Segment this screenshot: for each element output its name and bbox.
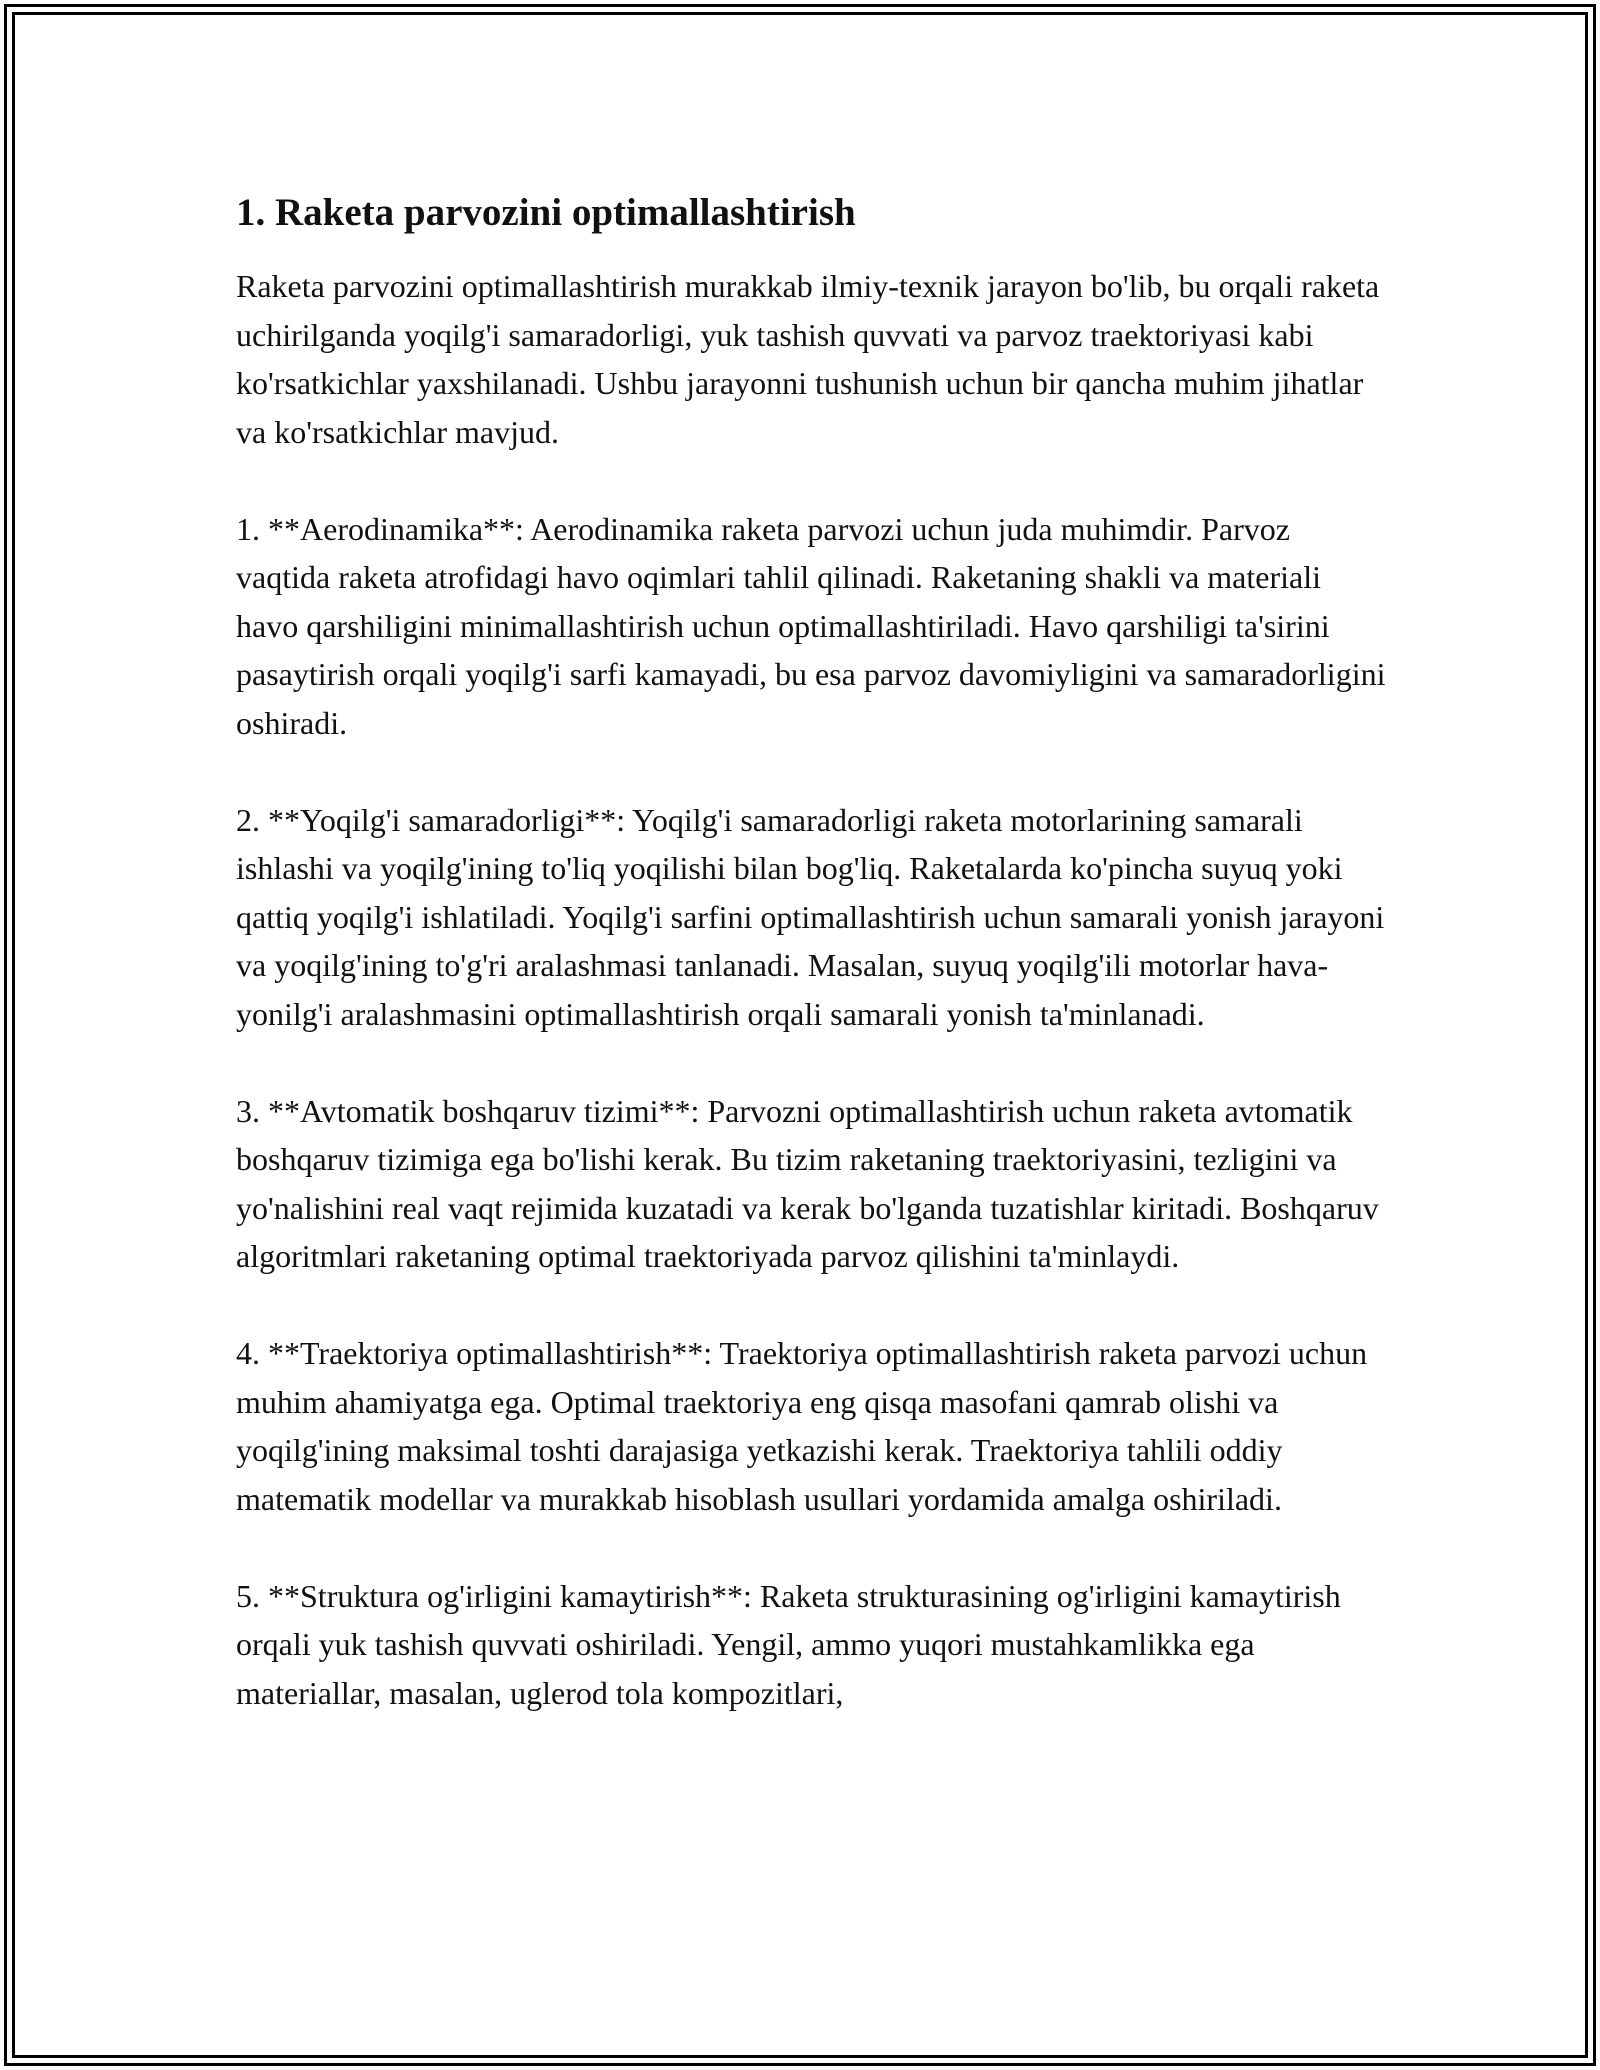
- structure-weight-paragraph: 5. **Struktura og'irligini kamaytirish**: Raketa strukturasining og'irligini kamaytirish orqali yuk tashish quvvati oshiriladi. Yengil, ammo yuqori mustahkamlikka ega materiallar, masalan, uglerod tola kompozitlari,: [236, 1577, 1341, 1711]
- fuel-efficiency-paragraph: 2. **Yoqilg'i samaradorligi**: Yoqilg'i samaradorligi raketa motorlarining samarali ishlashi va yoqilg'ining to'liq yoqilishi bilan bog'liq. Raketalarda ko'pincha suyuq yoki qattiq yoqilg'i ishlatiladi. Yoqilg'i sarfini optimallashtirish uchun samarali yonish jarayoni va yoqilg'ining to'g'ri aralashmasi tanlanadi. Masalan, suyuq yoqilg'ili motorlar hava-yonilg'i aralashmasini optimallashtirish orqali samarali yonish ta'minlanadi.: [236, 801, 1385, 1032]
- document-body: [236, 186, 1386, 1717]
- intro-paragraph: Raketa parvozini optimallashtirish murakkab ilmiy-texnik jarayon bo'lib, bu orqali raketa uchirilganda yoqilg'i samaradorligi, yuk tashish quvvati va parvoz traektoriyasi kabi ko'rsatkichlar yaxshilanadi. Ushbu jarayonni tushunish uchun bir qancha muhim jihatlar va ko'rsatkichlar mavjud.: [236, 268, 1380, 450]
- control-system-paragraph: 3. **Avtomatik boshqaruv tizimi**: Parvozni optimallashtirish uchun raketa avtomatik boshqaruv tizimiga ega bo'lishi kerak. Bu tizim raketaning traektoriyasini, tezligini va yo'nalishini real vaqt rejimida kuzatadi va kerak bo'lganda tuzatishlar kiritadi. Boshqaruv algoritmlari raketaning optimal traektoriyada parvoz qilishini ta'minlaydi.: [236, 1092, 1379, 1274]
- document-title: 1. Raketa parvozini optimallashtirish: [236, 191, 856, 234]
- aerodynamics-paragraph: 1. **Aerodinamika**: Aerodinamika raketa parvozi uchun juda muhimdir. Parvoz vaqtida raketa atrofidagi havo oqimlari tahlil qilinadi. Raketaning shakli va materiali havo qarshiligini minimallashtirish uchun optimallashtiriladi. Havo qarshiligi ta'sirini pasaytirish orqali yoqilg'i sarfi kamayadi, bu esa parvoz davomiyligini va samaradorligini oshiradi.: [236, 510, 1386, 741]
- trajectory-paragraph: 4. **Traektoriya optimallashtirish**: Traektoriya optimallashtirish raketa parvozi uchun muhim ahamiyatga ega. Optimal traektoriya eng qisqa masofani qamrab olishi va yoqilg'ining maksimal toshti darajasiga yetkazishi kerak. Traektoriya tahlili oddiy matematik modellar va murakkab hisoblash usullari yordamida amalga oshiriladi.: [236, 1335, 1368, 1517]
